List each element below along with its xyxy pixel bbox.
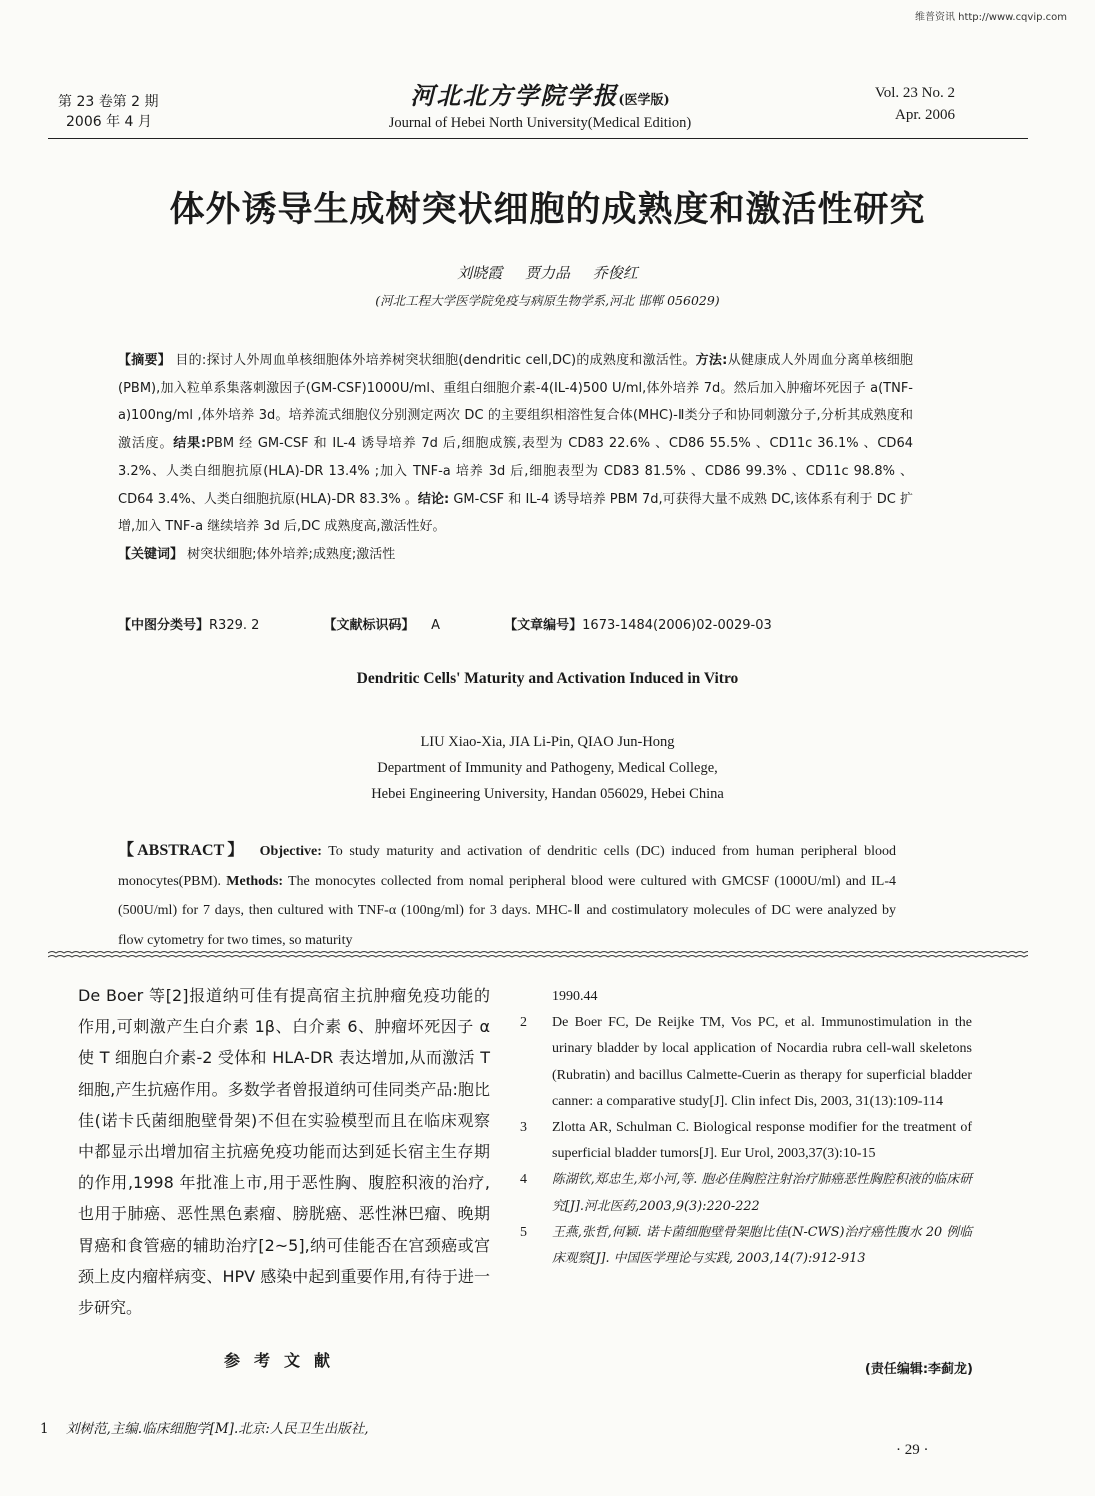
english-affiliation-2: Hebei Engineering University, Handan 056029, Hebei China: [371, 786, 724, 802]
reference-item: [520, 1220, 972, 1272]
article-title: 体外诱导生成树突状细胞的成熟度和激活性研究: [169, 190, 926, 230]
keywords-text: 树突状细胞;体外培养;成熟度;激活性: [183, 546, 396, 562]
abstract-method: 从健康成人外周血分离单核细胞(PBM),加入粒单系集落刺激因子(GM-CSF)1000U/ml、重组白细胞介素-4(IL-4)500 U/ml,体外培养 7d。然后加入肿瘤坏死因子 a(TNF-a)100ng/ml ,体外培养 3d。培养流式细胞仪分别测定两次 DC 的主要组织相溶性复合体(MHC)-Ⅱ类分子和协同刺激分子,分析其成熟度和激活度。: [118, 353, 913, 452]
doc-code-label: 【文献标识码】: [323, 618, 415, 633]
reference-item: [40, 1417, 500, 1437]
journal-title-en: Journal of Hebei North University(Medical Edition): [388, 115, 692, 131]
reference-text: 刘树范,主编.临床细胞学[M].北京:人民卫生出版社,: [66, 1421, 369, 1437]
reference-text: 陈湖钦,郑忠生,郑小河,等. 胞必佳胸腔注射治疗肺癌恶性胸腔积液的临床研究[J].河北医药,2003,9(3):220-222: [552, 1172, 972, 1214]
journal-edition-cn: (医学版): [618, 93, 670, 108]
english-methods-label: Methods:: [226, 873, 284, 889]
clc-label: 【中图分类号】: [118, 618, 210, 633]
volume-number: Vol. 23 No. 2: [874, 85, 955, 101]
journal-masthead: [300, 76, 780, 132]
english-objective-label: Objective:: [259, 844, 322, 859]
article-affiliation: (河北工程大学医学院免疫与病原生物学系,河北 邯郸 056029): [375, 293, 720, 308]
abstract-label: 【摘要】: [118, 353, 172, 368]
article-number-value: 1673-1484(2006)02-0029-03: [582, 618, 772, 633]
issue-date: 2006 年 4 月: [66, 114, 152, 130]
volume-date: Apr. 2006: [895, 107, 955, 123]
keywords: [118, 541, 913, 569]
reference-number: 5: [520, 1224, 527, 1240]
watermark-text: 维普资讯 http://www.cqvip.com: [914, 12, 1067, 23]
abstract-result-label: 结果:: [173, 436, 207, 452]
english-authors: LIU Xiao-Xia, JIA Li-Pin, QIAO Jun-Hong: [420, 734, 675, 750]
english-title: Dendritic Cells' Maturity and Activation Induced in Vitro: [356, 670, 739, 687]
article-number-label: 【文章编号】: [504, 618, 583, 633]
reference-number: 2: [520, 1015, 527, 1031]
header-issue-info: [58, 92, 159, 132]
body-text-left-column: De Boer 等[2]报道纳可佳有提高宿主抗肿瘤免疫功能的作用,可刺激产生白介素 1β、白介素 6、肿瘤坏死因子 α 使 T 细胞白介素-2 受体和 HLA-DR 表达增加,从而激活 T 细胞,产生抗癌作用。多数学者曾报道纳可佳同类产品:胞比佳(诺卡氏菌细胞壁骨架)不但在实验模型而且在临床观察中都显示出增加宿主抗癌免疫功能而达到延长宿主生存期的作用,1998 年批准上市,用于恶性胸、腹腔积液的治疗,也用于肺癌、恶性黑色素瘤、膀胱癌、恶性淋巴瘤、晚期胃癌和食管癌的辅助治疗[2~5],纳可佳能否在宫颈癌或宫颈上皮内瘤样病变、HPV 感染中起到重要作用,有待于进一步研究。: [78, 986, 490, 1318]
english-objective: To study maturity and activation of dendritic cells (DC) induced from human peripheral blood monocytes(PBM).: [118, 844, 896, 889]
reference-number: [520, 984, 552, 1010]
chinese-abstract: [118, 347, 913, 569]
reference-text: De Boer FC, De Reijke TM, Vos PC, et al. Immunostimulation in the urinary bladder by local application of Nocardia rubra cell-wall skeletons (Rubratin) and bacillus Calmette-Cuerin as therapy for superficial bladder canner: a comparative study[J]. Clin infect Dis, 2003, 31(13):109-114: [552, 1015, 972, 1109]
english-affiliation-1: Department of Immunity and Pathogeny, Medical College,: [377, 760, 718, 776]
article-authors: 刘晓霞 贾力品 乔俊红: [457, 264, 638, 282]
english-methods: The monocytes collected from nomal peripheral blood were cultured with GMCSF (1000U/ml) and IL-4 (500U/ml) for 7 days, then cultured with TNF-α (100ng/ml) for 3 days. MHC-Ⅱ and costimulatory molecules of DC were analyzed by flow cytometry for two times, so maturity: [118, 873, 897, 948]
reference-item: [520, 1010, 972, 1115]
responsible-editor: (责任编辑:李蓟龙): [864, 1362, 973, 1377]
references-right-column: [520, 984, 972, 1272]
journal-name-cn: 河北北方学院学报: [410, 81, 619, 110]
abstract-result: PBM 经 GM-CSF 和 IL-4 诱导培养 7d 后,细胞成簇,表型为 CD83 22.6% 、CD86 55.5% 、CD11c 36.1% 、CD64 3.2%、人类白细胞抗原(HLA)-DR 13.4% ;加入 TNF-a 培养 3d 后,细胞表型为 CD83 81.5% 、CD86 99.3% 、CD11c 98.8% 、CD64 3.4%、人类白细胞抗原(HLA)-DR 83.3% 。: [118, 436, 913, 507]
english-abstract-label: 【ABSTRACT】: [118, 842, 247, 859]
header-rule: [48, 138, 1028, 139]
classification-row: [118, 614, 913, 633]
header-volume-info: [875, 82, 955, 126]
page-number: · 29 ·: [896, 1442, 929, 1458]
journal-title-cn: [300, 76, 780, 111]
reference-text: 王燕,张哲,何颖. 诺卡菌细胞壁骨架胞比佳(N-CWS)治疗癌性腹水 20 例临床观察[J]. 中国医学理论与实践, 2003,14(7):912-913: [552, 1224, 972, 1267]
abstract-conclusion-label: 结论:: [417, 491, 450, 507]
reference-item: [520, 984, 972, 1010]
reference-number: 3: [520, 1120, 527, 1136]
reference-number: 4: [520, 1172, 527, 1188]
english-author-block: [0, 729, 1095, 807]
issue-number: 第 23 卷第 2 期: [58, 94, 159, 110]
abstract-method-label: 方法:: [695, 353, 728, 368]
reference-number: 1: [40, 1421, 49, 1437]
references-heading: 参考文献: [223, 1351, 344, 1370]
reference-item: [520, 1115, 972, 1167]
abstract-conclusion: GM-CSF 和 IL-4 诱导培养 PBM 7d,可获得大量不成熟 DC,该体系有利于 DC 扩增,加入 TNF-a 继续培养 3d 后,DC 成熟度高,激活性好。: [118, 491, 913, 535]
doc-code-value: A: [431, 618, 440, 633]
reference-item: [520, 1167, 972, 1219]
clc-value: R329. 2: [209, 618, 260, 633]
reference-text: 1990.44: [552, 989, 598, 1004]
keywords-label: 【关键词】: [118, 546, 184, 562]
reference-text: Zlotta AR, Schulman C. Biological response modifier for the treatment of superficial bladder tumors[J]. Eur Urol, 2003,37(3):10-15: [552, 1120, 972, 1162]
abstract-objective: 目的:探讨人外周血单核细胞体外培养树突状细胞(dendritic cell,DC)的成熟度和激活性。: [171, 353, 696, 368]
wavy-divider: [48, 950, 1028, 960]
english-abstract: [118, 836, 896, 955]
